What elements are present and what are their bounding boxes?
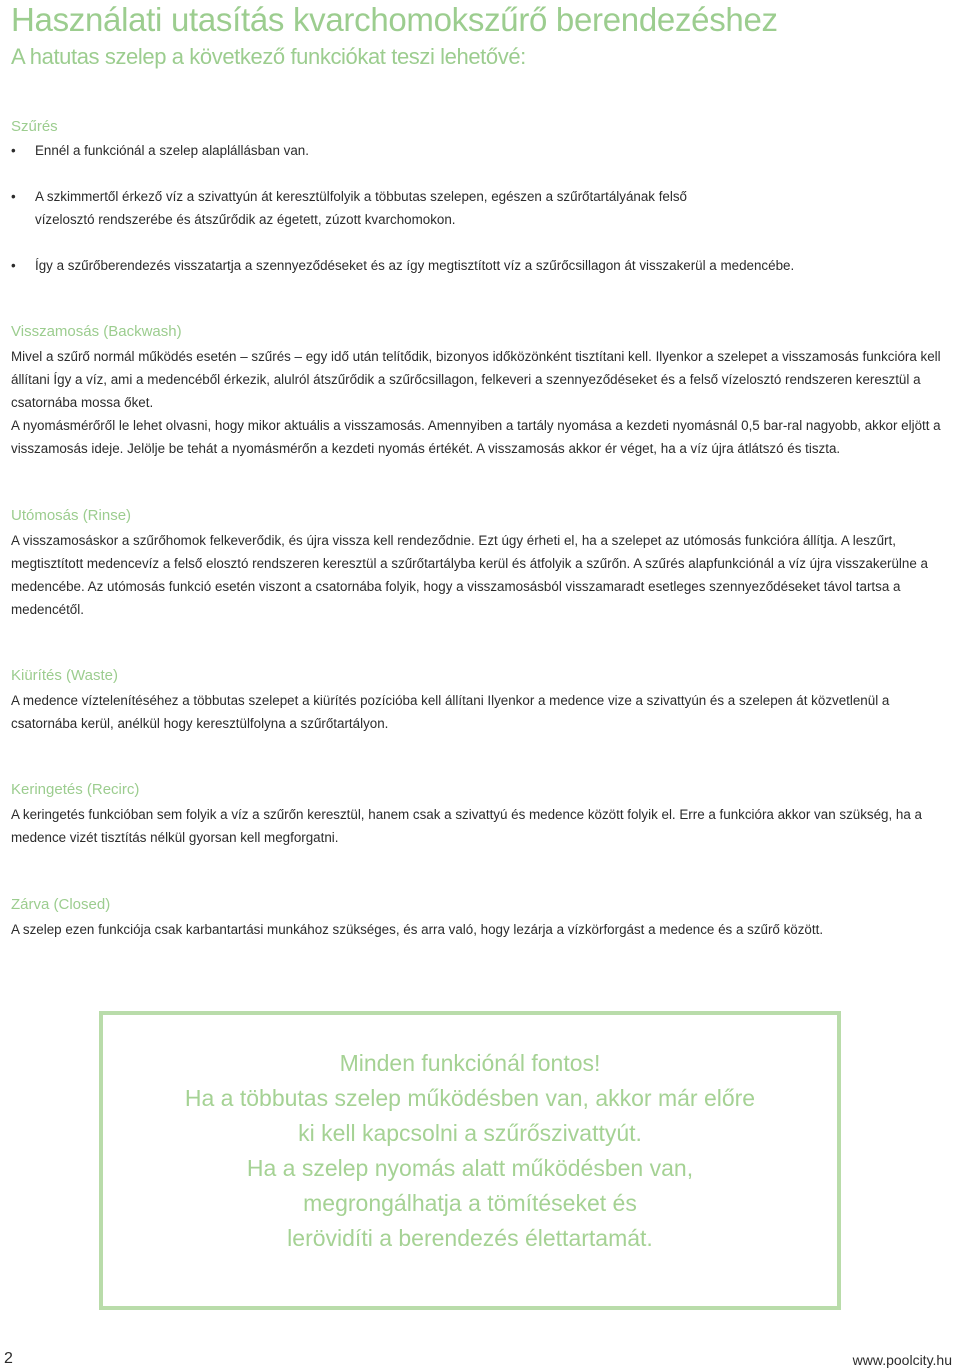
page-subtitle: A hatutas szelep a következő funkciókat teszi lehetővé: (11, 44, 526, 69)
backwash-paragraph-2: A nyomásmérőről le lehet olvasni, hogy mikor aktuális a visszamosás. Amennyiben a tartály nyomása a kezdeti nyomásnál 0,5 bar-ral nagyobb, akkor eljött a visszamosás ideje. Jelölje be tehát a nyomásmérőn a kezdeti nyomás értékét. A visszamosás akkor ér véget, ha a víz újra átlátszó és tiszta. (11, 418, 941, 456)
bullet-icon: • (11, 189, 16, 204)
list-item (11, 139, 946, 162)
bullet-icon: • (11, 258, 16, 273)
section-heading-recirc: Keringetés (Recirc) (11, 781, 140, 798)
notice-line: Ha a szelep nyomás alatt működésben van, (246, 1155, 694, 1181)
notice-line: ki kell kapcsolni a szűrőszivattyút. (298, 1120, 642, 1146)
waste-paragraph: A medence víztelenítéséhez a többutas szelepet a kiürítés pozícióba kell állítani Ilyenkor a medence vize a szivattyún és a szelepen át közvetlenül a csatornába kerül, anélkül hogy keresztülfolyna a szűrőtartályon. (11, 693, 890, 731)
rinse-paragraph: A visszamosáskor a szűrőhomok felkeverődik, és újra vissza kell rendeződnie. Ezt úgy érheti el, ha a szelepet az utómosás funkcióra állítja. A leszűrt, megtisztított medencevíz a felső elosztó rendszeren keresztül a szűrőtartályba kerül és átfolyik a szűrőn. A szűrés alapfunkciónál a víz újra visszakerülne a medencébe. Az utómosás funkció esetén viszont a csatornába folyik, hogy a visszamosásból visszamaradt esetleges szennyeződéseket távol tartsa a medencétől. (11, 533, 928, 617)
page-title: Használati utasítás kvarchomokszűrő berendezéshez (11, 1, 778, 38)
list-item (11, 185, 946, 231)
warning-notice-box (99, 1011, 841, 1310)
list-item-text: A szkimmertől érkező víz a szivattyún át keresztülfolyik a többutas szelepen, egészen a szűrőtartályának felső vízelosztó rendszerébe és átszűrődik az égetett, zúzott kvarchomokon. (35, 189, 687, 227)
list-item-text: Így a szűrőberendezés visszatartja a szennyeződéseket és az így megtisztított víz a szűrőcsillagon át visszakerül a medencébe. (35, 258, 795, 273)
backwash-paragraph-1: Mivel a szűrő normál működés esetén – szűrés – egy idő után telítődik, bizonyos időközönként tisztítani kell. Ilyenkor a szelepet a visszamosás funkcióra kell állítani Így a víz, ami a medencéből érkezik, alulról átszűrődik a szűrőcsillagon, felkeveri a szennyeződéseket és a felső vízelosztó rendszeren keresztül a csatornába mossa őket. (11, 349, 941, 410)
list-item-text: Ennél a funkciónál a szelep alaplállásban van. (35, 143, 309, 158)
warning-notice-text (103, 1046, 837, 1256)
page-number: 2 (4, 1350, 13, 1367)
notice-line: Minden funkciónál fontos! (339, 1050, 601, 1076)
notice-line: megrongálhatja a tömítéseket és (303, 1190, 637, 1216)
section-heading-waste: Kiürítés (Waste) (11, 667, 118, 684)
section-heading-backwash: Visszamosás (Backwash) (11, 323, 182, 340)
list-item (11, 254, 946, 277)
notice-line: Ha a többutas szelep működésben van, akkor már előre (184, 1085, 756, 1111)
section-heading-rinse: Utómosás (Rinse) (11, 507, 132, 524)
section-heading-filtration: Szűrés (11, 118, 58, 135)
recirc-paragraph: A keringetés funkcióban sem folyik a víz a szűrőn keresztül, hanem csak a szivattyú és medence között folyik el. Erre a funkcióra akkor van szükség, ha a medence vizét tisztítás nélkül gyorsan kell megforgatni. (11, 807, 922, 845)
closed-paragraph: A szelep ezen funkciója csak karbantartási munkához szükséges, és arra való, hogy lezárja a vízkörforgást a medence és a szűrő között. (11, 922, 824, 937)
notice-line: lerövidíti a berendezés élettartamát. (287, 1225, 653, 1251)
website-url: www.poolcity.hu (852, 1352, 952, 1368)
bullet-icon: • (11, 143, 16, 158)
section-heading-closed: Zárva (Closed) (11, 896, 111, 913)
